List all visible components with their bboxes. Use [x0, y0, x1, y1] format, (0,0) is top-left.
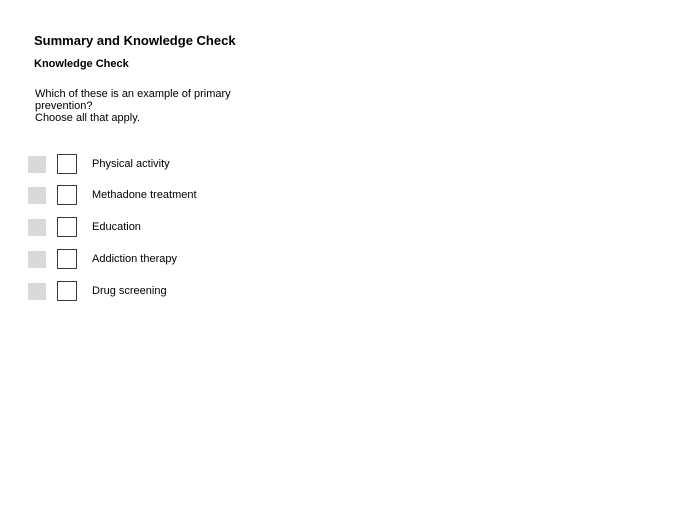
- page-title: Summary and Knowledge Check: [34, 33, 236, 48]
- option-marker: [28, 187, 46, 204]
- option-education[interactable]: [0, 217, 400, 239]
- option-drug-screening[interactable]: [0, 281, 400, 303]
- question-instruction: Choose all that apply.: [35, 112, 140, 124]
- option-label-methadone-treatment[interactable]: Methadone treatment: [92, 189, 197, 201]
- option-marker: [28, 283, 46, 300]
- checkbox-methadone-treatment[interactable]: [57, 185, 77, 205]
- section-title: Knowledge Check: [34, 58, 129, 70]
- question-text: [35, 88, 265, 124]
- option-label-education[interactable]: Education: [92, 221, 141, 233]
- option-label-addiction-therapy[interactable]: Addiction therapy: [92, 253, 177, 265]
- checkbox-education[interactable]: [57, 217, 77, 237]
- option-marker: [28, 251, 46, 268]
- option-addiction-therapy[interactable]: [0, 249, 400, 271]
- checkbox-physical-activity[interactable]: [57, 154, 77, 174]
- question-line-2: prevention?: [35, 100, 93, 112]
- checkbox-addiction-therapy[interactable]: [57, 249, 77, 269]
- option-physical-activity[interactable]: [0, 154, 400, 176]
- option-label-drug-screening[interactable]: Drug screening: [92, 285, 167, 297]
- option-marker: [28, 156, 46, 173]
- option-methadone-treatment[interactable]: [0, 185, 400, 207]
- option-marker: [28, 219, 46, 236]
- option-label-physical-activity[interactable]: Physical activity: [92, 158, 170, 170]
- question-line-1: Which of these is an example of primary: [35, 88, 231, 100]
- checkbox-drug-screening[interactable]: [57, 281, 77, 301]
